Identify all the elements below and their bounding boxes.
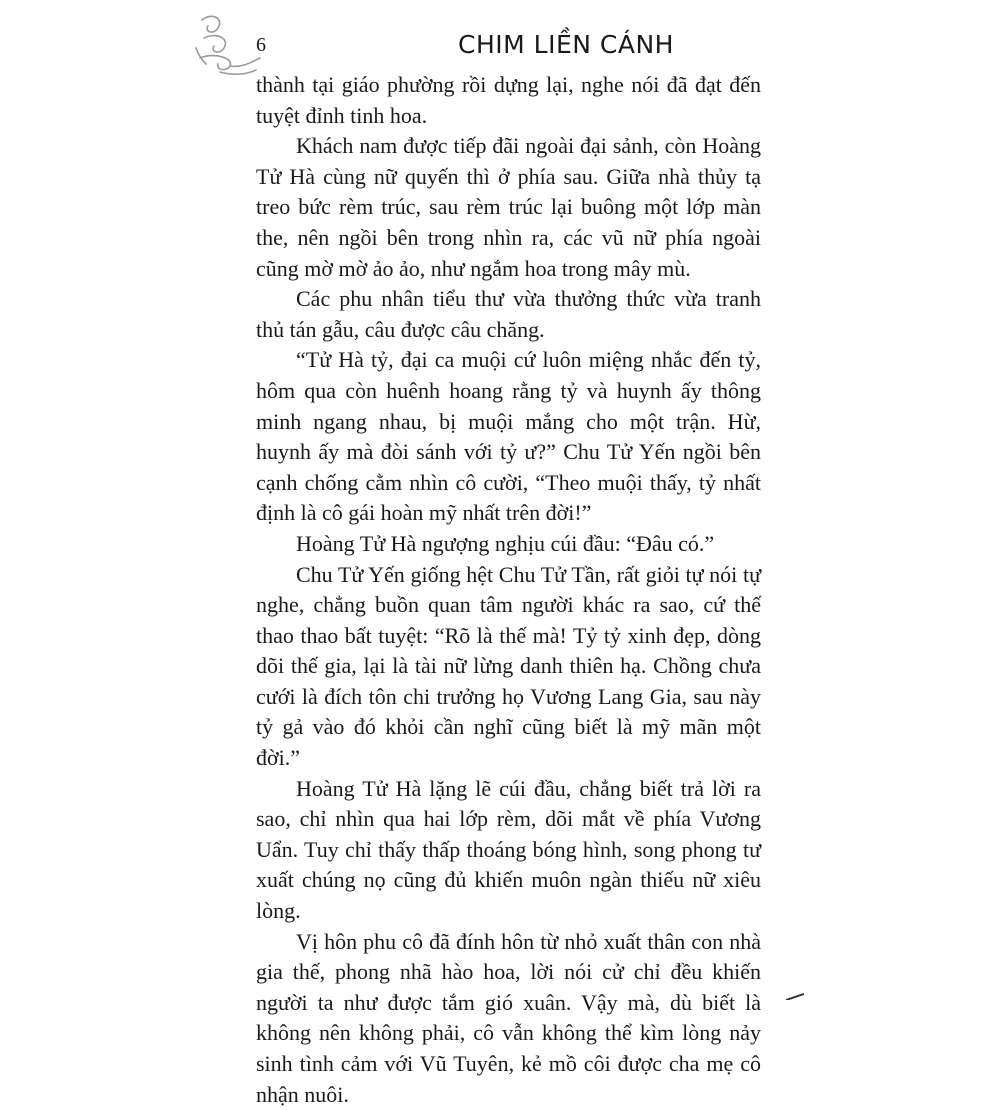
paragraph-5: Hoàng Tử Hà ngượng nghịu cúi đầu: “Đâu có.”	[296, 530, 715, 556]
running-title: CHIM LIỀN CÁNH	[458, 30, 674, 59]
page-number: 6	[256, 34, 266, 56]
paragraph-3: Các phu nhân tiểu thư vừa thưởng thức vừa tranh thủ tán gẫu, câu được câu chăng.	[256, 286, 761, 342]
body-text	[256, 70, 761, 1110]
paragraph-7: Hoàng Tử Hà lặng lẽ cúi đầu, chẳng biết trả lời ra sao, chỉ nhìn qua hai lớp rèm, dõi mắt về phía Vương Uẩn. Tuy chỉ thấy thấp thoáng bóng hình, song phong tư xuất chúng nọ cũng đủ khiến muôn ngàn thiếu nữ xiêu lòng.	[256, 775, 761, 924]
paragraph-2: Khách nam được tiếp đãi ngoài đại sảnh, còn Hoàng Tử Hà cùng nữ quyến thì ở phía sau. Giữa nhà thủy tạ treo bức rèm trúc, sau rèm trúc lại buông một lớp màn the, nên ngồi bên trong nhìn ra, các vũ nữ phía ngoài cũng mờ mờ ảo ảo, như ngắm hoa trong mây mù.	[256, 133, 761, 281]
paragraph-1: thành tại giáo phường rồi dựng lại, nghe nói đã đạt đến tuyệt đỉnh tinh hoa.	[256, 72, 761, 128]
paragraph-6: Chu Tử Yến giống hệt Chu Tử Tần, rất giỏi tự nói tự nghe, chẳng buồn quan tâm người khác ra sao, cứ thế thao thao bất tuyệt: “Rõ là thế mà! Tỷ tỷ xinh đẹp, dòng dõi thế gia, lại là tài nữ lừng danh thiên hạ. Chồng chưa cưới là đích tôn chi trưởng họ Vương Lang Gia, sau này tỷ gả vào đó khỏi cần nghĩ cũng biết là mỹ mãn một đời.”	[256, 561, 761, 771]
paragraph-4: “Tử Hà tỷ, đại ca muội cứ luôn miệng nhắc đến tỷ, hôm qua còn huênh hoang rằng tỷ và huynh ấy thông minh ngang nhau, bị muội mắng cho một trận. Hừ, huynh ấy mà đòi sánh với tỷ ư?” Chu Tử Yến ngồi bên cạnh chống cằm nhìn cô cười, “Theo muội thấy, tỷ nhất định là cô gái hoàn mỹ nhất trên đời!”	[256, 347, 761, 526]
scan-mark-icon	[786, 992, 804, 1000]
paragraph-8: Vị hôn phu cô đã đính hôn từ nhỏ xuất thân con nhà gia thế, phong nhã hào hoa, lời nói cử chỉ đều khiến người ta như được tắm gió xuân. Vậy mà, dù biết là không nên không phải, cô vẫn không thể kìm lòng nảy sinh tình cảm với Vũ Tuyên, kẻ mồ côi được cha mẹ cô nhận nuôi.	[256, 928, 761, 1107]
